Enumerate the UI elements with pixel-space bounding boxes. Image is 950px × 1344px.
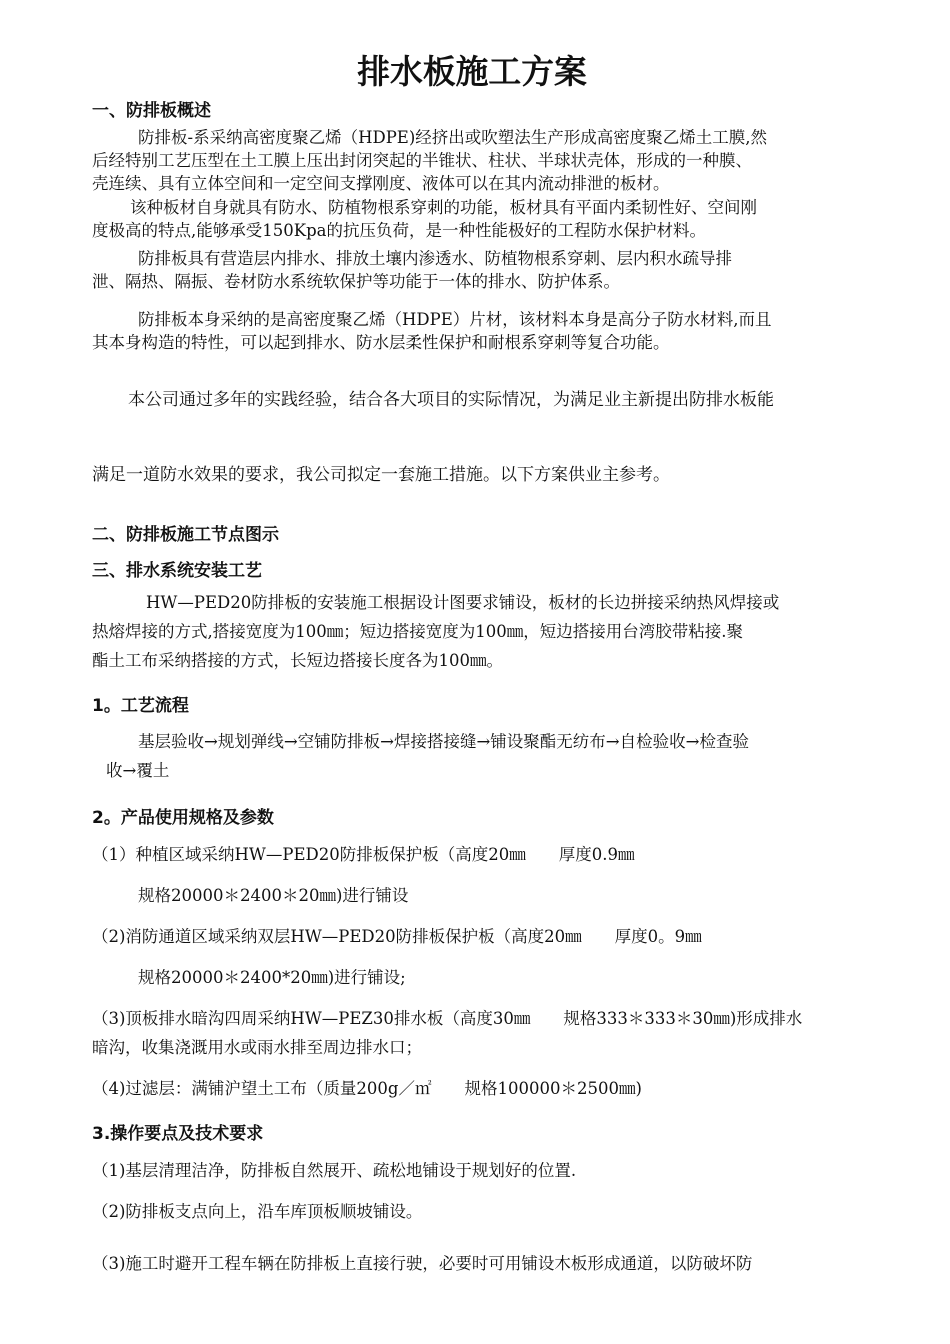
text-line: 防排板本身采纳的是高密度聚乙烯（HDPE）片材，该材料本身是高分子防水材料,而且: [138, 310, 772, 329]
text-line: 热熔焊接的方式,搭接宽度为100㎜；短边搭接宽度为100㎜，短边搭接用台湾胶带粘接.聚: [92, 622, 743, 641]
text-line: 防排板-系采纳高密度聚乙烯（HDPE)经挤出或吹塑法生产形成高密度聚乙烯土工膜,然: [138, 128, 768, 147]
operation-item-2: （2)防排板支点向上，沿车库顶板顺坡铺设。: [92, 1202, 423, 1221]
operation-item-3: （3)施工时避开工程车辆在防排板上直接行驶，必要时可用铺设木板形成通道，以防破坏防: [92, 1254, 753, 1273]
spec-item-4: （4)过滤层：满铺沪望土工布（质量200g／㎡ 规格100000＊2500㎜): [92, 1079, 642, 1098]
text-line: 后经特别工艺压型在土工膜上压出封闭突起的半锥状、柱状、半球状壳体，形成的一种膜、: [92, 151, 752, 170]
spec-item-3: [92, 1004, 802, 1062]
text-line: 防排板具有营造层内排水、排放土壤内渗透水、防植物根系穿刺、层内积水疏导排: [138, 249, 732, 268]
section-heading-overview: 一、防排板概述: [92, 101, 211, 121]
page-title: 排水板施工方案: [357, 52, 587, 91]
spec-item-2-line-1: （2)消防通道区域采纳双层HW—PED20防排板保护板（高度20㎜ 厚度0。9㎜: [92, 927, 702, 946]
text-line: 壳连续、具有立体空间和一定空间支撑刚度、液体可以在其内流动排泄的板材。: [92, 174, 670, 193]
operation-item-1: （1)基层清理洁净，防排板自然展开、疏松地铺设于规划好的位置.: [92, 1161, 577, 1180]
text-line: 酯土工布采纳搭接的方式，长短边搭接长度各为100㎜。: [92, 651, 503, 670]
paragraph-company-line-2: 满足一道防水效果的要求，我公司拟定一套施工措施。以下方案供业主参考。: [92, 465, 670, 485]
spec-item-2-line-2: 规格20000＊2400*20㎜)进行铺设;: [138, 968, 406, 987]
section-heading-nodes: 二、防排板施工节点图示: [92, 525, 279, 545]
text-line: 度极高的特点,能够承受150Kpa的抗压负荷，是一种性能极好的工程防水保护材料。: [92, 221, 706, 240]
paragraph-overview-2: [92, 196, 757, 242]
spec-item-1-line-1: （1）种植区域采纳HW—PED20防排板保护板（高度20㎜ 厚度0.9㎜: [92, 845, 635, 864]
text-line: 收→覆土: [106, 761, 170, 780]
paragraph-process-flow: [0, 727, 749, 785]
subheading-specifications: 2。产品使用规格及参数: [92, 808, 274, 828]
text-line: （3)顶板排水暗沟四周采纳HW—PEZ30排水板（高度30㎜ 规格333＊333＊30㎜)形成排水: [92, 1009, 803, 1028]
text-line: 基层验收→规划弹线→空铺防排板→焊接搭接缝→铺设聚酯无纺布→自检验收→检查验: [138, 732, 749, 751]
paragraph-overview-3: [92, 247, 732, 293]
paragraph-installation: [92, 588, 779, 675]
text-line: 该种板材自身就具有防水、防植物根系穿刺的功能，板材具有平面内柔韧性好、空间刚: [130, 198, 757, 217]
text-line: 暗沟，收集浇溉用水或雨水排至周边排水口；: [92, 1038, 422, 1057]
text-line: HW—PED20防排板的安装施工根据设计图要求铺设，板材的长边拼接采纳热风焊接或: [146, 593, 780, 612]
subheading-operation-points: 3.操作要点及技术要求: [92, 1124, 264, 1144]
paragraph-company-line-1: 本公司通过多年的实践经验，结合各大项目的实际情况，为满足业主新提出防排水板能: [128, 390, 774, 410]
subheading-process-flow: 1。工艺流程: [92, 696, 189, 716]
text-line: 其本身构造的特性，可以起到排水、防水层柔性保护和耐根系穿刺等复合功能。: [92, 333, 670, 352]
paragraph-overview-1: [92, 126, 767, 195]
section-heading-installation: 三、排水系统安装工艺: [92, 561, 262, 581]
paragraph-overview-4: [92, 308, 772, 354]
text-line: 泄、隔热、隔振、卷材防水系统软保护等功能于一体的排水、防护体系。: [92, 272, 620, 291]
spec-item-1-line-2: 规格20000＊2400＊20㎜)进行铺设: [138, 886, 409, 905]
